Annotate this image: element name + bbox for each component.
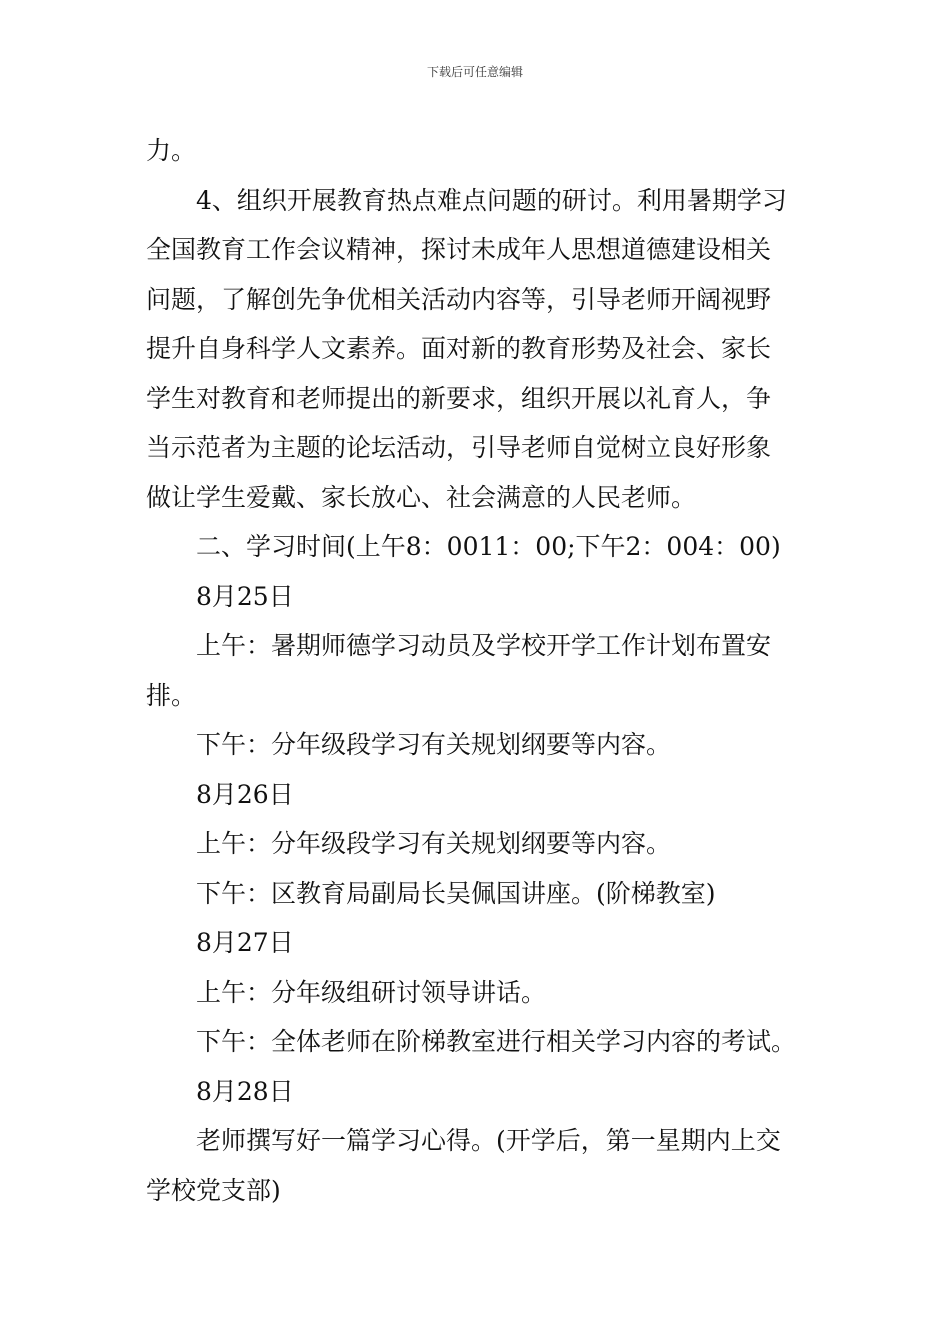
date-heading: 8月25日 (196, 581, 294, 611)
date-heading: 8月27日 (196, 928, 294, 957)
text-line: 当示范者为主题的论坛活动，引导老师自觉树立良好形象 (146, 433, 772, 462)
date-heading: 8月28日 (196, 1076, 294, 1106)
text-line: 学生对教育和老师提出的新要求，组织开展以礼育人，争 (146, 383, 772, 413)
schedule-item: 上午：暑期师德学习动员及学校开学工作计划布置安 (196, 631, 772, 660)
text-line: 全国教育工作会议精神，探讨未成年人思想道德建设相关 (146, 235, 772, 264)
schedule-item: 下午：区教育局副局长吴佩国讲座。(阶梯教室) (196, 878, 716, 908)
document-body (146, 126, 810, 1215)
text-line: 排。 (146, 680, 197, 710)
text-line: 问题，了解创先争优相关活动内容等，引导老师开阔视野 (146, 284, 772, 314)
section-heading-study-time: 二、学习时间(上午8：0011：00;下午2：004：00) (196, 532, 781, 561)
schedule-item: 上午：分年级段学习有关规划纲要等内容。 (196, 829, 672, 858)
schedule-item: 下午：全体老师在阶梯教室进行相关学习内容的考试。 (196, 1027, 797, 1056)
text-line: 提升自身科学人文素养。面对新的教育形势及社会、家长 (146, 334, 772, 363)
text-line: 力。 (146, 136, 197, 165)
text-line: 学校党支部) (146, 1175, 281, 1205)
schedule-item: 下午：分年级段学习有关规划纲要等内容。 (196, 730, 672, 759)
schedule-item: 上午：分年级组研讨领导讲话。 (196, 977, 547, 1007)
paragraph-item-4: 4、组织开展教育热点难点问题的研讨。利用暑期学习 (196, 185, 787, 215)
text-line: 做让学生爱戴、家长放心、社会满意的人民老师。 (146, 482, 697, 512)
schedule-item: 老师撰写好一篇学习心得。(开学后，第一星期内上交 (196, 1126, 781, 1155)
date-heading: 8月26日 (196, 779, 294, 809)
page-header-note: 下载后可任意编辑 (426, 65, 523, 79)
